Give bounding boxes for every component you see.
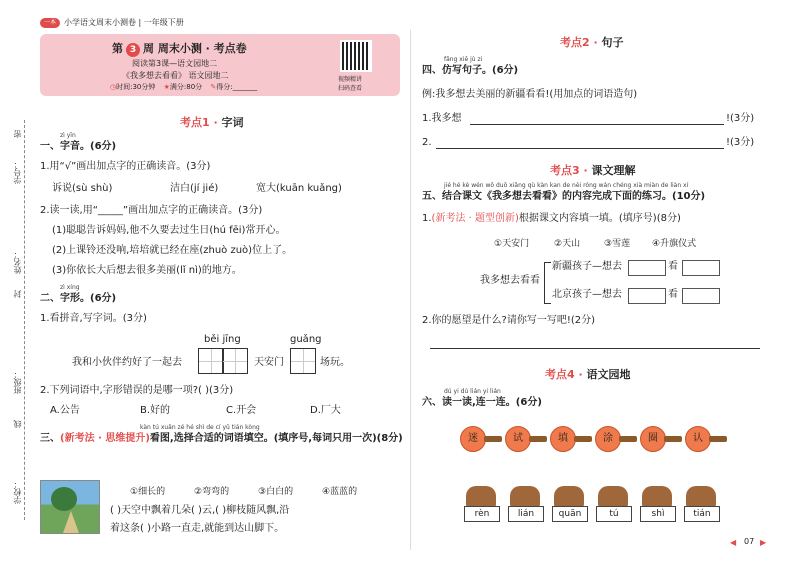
- q5-row2-a: 北京孩子—想去: [552, 289, 622, 300]
- q5-s1: 1.(新考法 · 题型创新)根据课文内容填一填。(填序号)(8分): [422, 213, 681, 224]
- q2-option-c[interactable]: C.开会: [226, 405, 257, 416]
- q5-row2-box-1[interactable]: [628, 288, 666, 304]
- side-label-class: 学号：: [13, 160, 22, 184]
- q2-title: 二、字形。(6分): [40, 293, 117, 304]
- series-title: 小学语文周末小测卷 | 一年级下册: [64, 18, 184, 27]
- q1-s1: 1.用“√”画出加点字的正确读音。(3分): [40, 161, 211, 172]
- q3-word-3: ③白白的: [258, 487, 294, 497]
- q1-pinyin: zì yīn: [60, 132, 76, 139]
- score-icon: ★: [163, 83, 170, 91]
- side-label-grade: 班级：: [13, 370, 22, 394]
- q1-s2-item-1: (1)聪聪告诉妈妈,他不久要去过生日(hú fēi)常开心。: [52, 225, 286, 236]
- section-kd1: 考点1 · 字词: [180, 116, 244, 129]
- side-label-school: 学校：: [13, 480, 22, 504]
- q4-title: 四、仿写句子。(6分): [422, 65, 519, 76]
- banner-line2: 《我多想去看看》 语文园地二: [122, 71, 229, 80]
- q2-sentence-a: 我和小伙伴约好了一起去: [72, 357, 182, 368]
- q2-sentence-c: 场玩。: [320, 357, 350, 368]
- q6-pinyin: dú yi dú lián yi lián: [444, 388, 501, 395]
- q5-row1-a: 新疆孩子—想去: [552, 261, 622, 272]
- q2-option-a[interactable]: A.公告: [50, 405, 80, 416]
- q2-pinyin: zì xíng: [60, 284, 80, 291]
- section-kd3: 考点3 · 课文理解: [550, 164, 636, 177]
- q4-l2-end: !(3分): [726, 137, 755, 148]
- q6-title: 六、读一读,连一连。(6分): [422, 397, 542, 408]
- pinyin-label-1: běi jīng: [204, 334, 241, 345]
- mallet-handle-6: [709, 436, 727, 442]
- q5-left-label: 我多想去看看: [480, 275, 540, 286]
- q2-sentence-b: 天安门: [254, 357, 284, 368]
- tree-icon: [51, 487, 77, 511]
- side-label-xian: 线: [13, 420, 22, 428]
- q1-s1-item-3: 宽大(kuān kuǎng): [256, 183, 342, 194]
- q5-choice-4: ④升旗仪式: [652, 239, 697, 249]
- page-prev-arrow[interactable]: ◀: [730, 538, 737, 547]
- page-divider: [410, 30, 411, 550]
- q4-answer-line-1[interactable]: [470, 124, 724, 125]
- q1-s1-item-2: 洁白(jí jié): [170, 183, 219, 194]
- banner: [40, 34, 400, 96]
- pinyin-card-1[interactable]: rèn: [464, 506, 500, 522]
- mallet-1[interactable]: 迷: [460, 426, 486, 452]
- mallet-handle-2: [529, 436, 547, 442]
- q4-answer-line-2[interactable]: [436, 148, 724, 149]
- q3-line-1: ( )天空中飘着几朵( )云,( )柳枝随风飘,沿: [110, 505, 290, 516]
- q3-line-2: 着这条( )小路一直走,就能到达山脚下。: [110, 523, 285, 534]
- mallet-6[interactable]: 认: [685, 426, 711, 452]
- q5-choice-3: ③雪莲: [604, 239, 631, 249]
- pinyin-card-3[interactable]: quān: [552, 506, 588, 522]
- q5-s2: 2.你的愿望是什么?请你写一写吧!(2分): [422, 315, 596, 326]
- q5-row1-box-1[interactable]: [628, 260, 666, 276]
- write-grid-1[interactable]: [198, 348, 224, 374]
- qr-caption-2: 扫码查看: [338, 85, 363, 92]
- qr-caption-1: 视频精讲: [338, 76, 363, 83]
- q1-title: 一、字音。(6分): [40, 141, 117, 152]
- side-label-name: 姓名：: [13, 250, 22, 274]
- qr-code[interactable]: [340, 40, 372, 72]
- pinyin-card-4[interactable]: tú: [596, 506, 632, 522]
- pinyin-label-2: guǎng: [290, 334, 322, 345]
- banner-meta: ◷时间:30分钟 ★满分:80分 ✎得分:_______: [110, 83, 258, 91]
- mallet-4[interactable]: 涂: [595, 426, 621, 452]
- q5-title: 五、结合课文《我多想去看看》的内容完成下面的练习。(10分): [422, 191, 706, 202]
- brand-badge: 一本: [40, 18, 60, 28]
- q1-s2-item-3: (3)你依长大后想去很多美丽(lǐ nì)的地方。: [52, 265, 242, 276]
- mallet-5[interactable]: 圈: [640, 426, 666, 452]
- pen-icon: ✎: [210, 83, 217, 91]
- page-number: 07: [744, 537, 755, 546]
- write-grid-3[interactable]: [290, 348, 316, 374]
- q4-example: 例:我多想去美丽的新疆看看!(用加点的词语造句): [422, 89, 638, 100]
- q4-l2: 2.: [422, 137, 432, 148]
- q5-pinyin: jié hé kè wén wǒ duō xiǎng qù kàn kan de nèi róng wán chéng xià miàn de liàn xí: [444, 182, 689, 189]
- side-label-mi: 密: [13, 130, 22, 138]
- section-kd4: 考点4 · 语文园地: [545, 368, 631, 381]
- banner-title: 第 3 周 周末小测 · 考点卷: [112, 42, 247, 55]
- q5-bracket: [544, 262, 551, 304]
- side-dashed-line: [24, 120, 25, 520]
- q5-row2-b: 看: [668, 289, 678, 300]
- banner-line1: 阅读第3课—语文园地二: [132, 59, 218, 68]
- q3-pinyin: kàn tú xuǎn zé hé shì de cí yǔ tián kòng: [140, 424, 260, 431]
- q4-pinyin: fǎng xiě jù zi: [444, 56, 483, 63]
- q5-choice-2: ②天山: [554, 239, 581, 249]
- clock-icon: ◷: [110, 83, 117, 91]
- q2-option-b[interactable]: B.好的: [140, 405, 171, 416]
- q5-row1-box-2[interactable]: [682, 260, 720, 276]
- pinyin-card-5[interactable]: shì: [640, 506, 676, 522]
- q1-s1-item-1: 诉说(sù shù): [52, 183, 113, 194]
- mallet-handle-1: [484, 436, 502, 442]
- mallet-handle-3: [574, 436, 592, 442]
- q5-answer-line[interactable]: [430, 348, 760, 349]
- q3-word-2: ②弯弯的: [194, 487, 230, 497]
- q4-l1-end: !(3分): [726, 113, 755, 124]
- q5-row1-b: 看: [668, 261, 678, 272]
- pinyin-card-6[interactable]: tián: [684, 506, 720, 522]
- mallet-2[interactable]: 试: [505, 426, 531, 452]
- mallet-handle-4: [619, 436, 637, 442]
- q3-word-4: ④蓝蓝的: [322, 487, 358, 497]
- section-kd2: 考点2 · 句子: [560, 36, 624, 49]
- q3-title: 三、(新考法 · 思维提升)看图,选择合适的词语填空。(填序号,每词只用一次)(8分): [40, 433, 403, 444]
- q2-s1: 1.看拼音,写字词。(3分): [40, 313, 147, 324]
- page-next-arrow[interactable]: ▶: [760, 538, 767, 547]
- mallet-3[interactable]: 填: [550, 426, 576, 452]
- week-number-badge: 3: [126, 43, 140, 57]
- mallet-handle-5: [664, 436, 682, 442]
- q1-s2: 2.读一读,用“_____”画出加点字的正确读音。(3分): [40, 205, 263, 216]
- q3-picture: [40, 480, 100, 534]
- q2-option-d[interactable]: D.厂大: [310, 405, 341, 416]
- q2-s2: 2.下列词语中,字形错误的是哪一项?( )(3分): [40, 385, 234, 396]
- q5-choice-1: ①天安门: [494, 239, 530, 249]
- side-label-feng: 封: [13, 290, 22, 298]
- q5-row2-box-2[interactable]: [682, 288, 720, 304]
- q1-s2-item-2: (2)上课铃还没响,培培就已经在座(zhuò zuò)位上了。: [52, 245, 293, 256]
- q3-word-1: ①细长的: [130, 487, 166, 497]
- pinyin-card-2[interactable]: lián: [508, 506, 544, 522]
- write-grid-2[interactable]: [222, 348, 248, 374]
- q4-l1: 1.我多想: [422, 113, 462, 124]
- path-shape: [63, 511, 79, 533]
